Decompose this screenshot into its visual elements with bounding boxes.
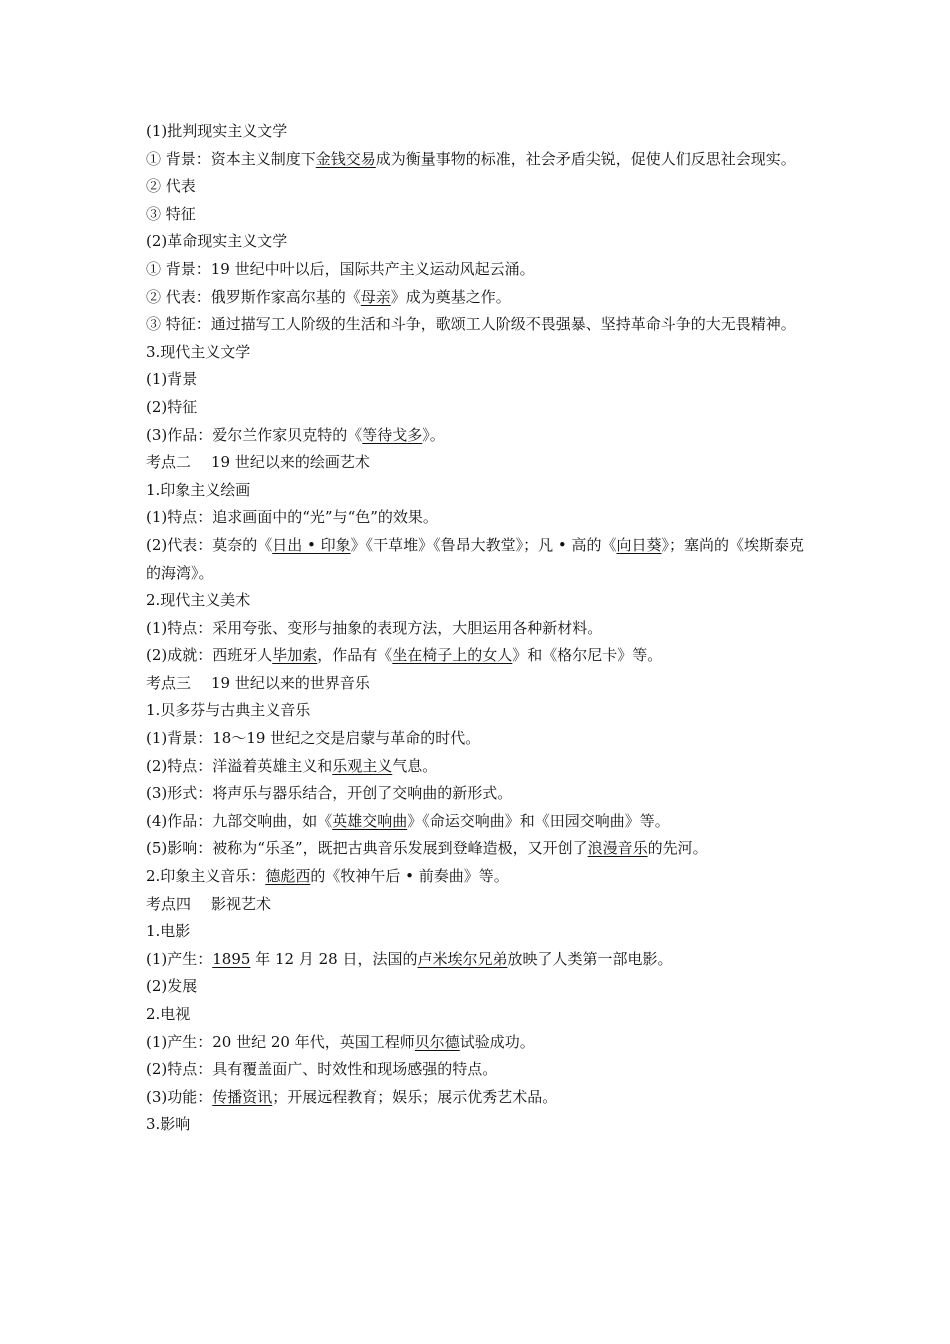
heading-beethoven: 1.贝多芬与古典主义音乐 — [146, 701, 311, 720]
underlined-term: 等待戈多 — [362, 425, 423, 444]
underlined-term: 浪漫音乐 — [587, 839, 648, 858]
paragraph-form: (3)形式：将声乐与器乐结合，开创了交响曲的新形式。 — [146, 784, 513, 803]
paragraph-achievement: (2)成就：西班牙人毕加索，作品有《坐在椅子上的女人》和《格尔尼卡》等。 — [146, 646, 663, 665]
item-background: (1)背景 — [146, 370, 198, 389]
underlined-term: 向日葵 — [616, 535, 662, 554]
document-body — [146, 118, 810, 1139]
paragraph-representative: ② 代表：俄罗斯作家高尔基的《母亲》成为奠基之作。 — [146, 287, 511, 306]
underlined-term: 1895 — [212, 949, 251, 968]
underlined-term: 英雄交响曲 — [332, 811, 408, 830]
paragraph-feature: ③ 特征：通过描写工人阶级的生活和斗争，歌颂工人阶级不畏强暴、坚持革命斗争的大无畏精神。 — [146, 315, 796, 334]
underlined-term: 坐在椅子上的女人 — [392, 646, 513, 665]
section-heading-painting: 考点二 19 世纪以来的绘画艺术 — [146, 453, 370, 472]
paragraph-works: (3)作品：爱尔兰作家贝克特的《等待戈多》。 — [146, 425, 445, 444]
paragraph-feature: (2)特点：具有覆盖面广、时效性和现场感强的特点。 — [146, 1060, 498, 1079]
paragraph-origin: (1)产生：1895 年 12 月 28 日，法国的卢米埃尔兄弟放映了人类第一部电影。 — [146, 949, 673, 968]
paragraph-impressionist-music: 2.印象主义音乐：德彪西的《牧神午后 • 前奏曲》等。 — [146, 867, 509, 886]
underlined-term: 金钱交易 — [315, 149, 376, 168]
heading-impressionist-painting: 1.印象主义绘画 — [146, 480, 251, 499]
paragraph-influence: (5)影响：被称为“乐圣”，既把古典音乐发展到登峰造极，又开创了浪漫音乐的先河。 — [146, 839, 708, 858]
paragraph-function: (3)功能：传播资讯；开展远程教育；娱乐；展示优秀艺术品。 — [146, 1087, 558, 1106]
underlined-term: 传播资讯 — [212, 1087, 273, 1106]
underlined-term: 贝尔德 — [414, 1032, 460, 1051]
section-heading-film-tv: 考点四 影视艺术 — [146, 894, 272, 913]
underlined-term: 卢米埃尔兄弟 — [417, 949, 508, 968]
heading-modernist-literature: 3.现代主义文学 — [146, 342, 251, 361]
underlined-term: 日出 • 印象 — [272, 535, 351, 554]
paragraph-background: (1)背景：18～19 世纪之交是启蒙与革命的时代。 — [146, 729, 481, 748]
heading-television: 2.电视 — [146, 1005, 191, 1023]
item-feature: ③ 特征 — [146, 204, 196, 223]
paragraph-background: ① 背景：19 世纪中叶以后，国际共产主义运动风起云涌。 — [146, 259, 535, 278]
underlined-term: 母亲 — [360, 287, 391, 306]
item-feature: (2)特征 — [146, 397, 198, 416]
item-representative: ② 代表 — [146, 177, 196, 196]
underlined-term: 乐观主义 — [332, 756, 393, 775]
heading-revolutionary-realism: (2)革命现实主义文学 — [146, 232, 288, 251]
paragraph-feature: (1)特点：追求画面中的“光”与“色”的效果。 — [146, 508, 438, 527]
item-development: (2)发展 — [146, 977, 198, 996]
heading-critical-realism: (1)批判现实主义文学 — [146, 122, 288, 140]
paragraph-representative: (2)代表：莫奈的《日出 • 印象》《干草堆》《鲁昂大教堂》；凡 • 高的《向日葵》；塞尚的《埃斯泰克的海湾》。 — [146, 535, 805, 582]
underlined-term: 毕加索 — [272, 646, 318, 665]
paragraph-feature: (1)特点：采用夸张、变形与抽象的表现方法，大胆运用各种新材料。 — [146, 618, 603, 637]
heading-modernist-art: 2.现代主义美术 — [146, 591, 251, 610]
paragraph-works: (4)作品：九部交响曲，如《英雄交响曲》《命运交响曲》和《田园交响曲》等。 — [146, 811, 670, 830]
paragraph-feature: (2)特点：洋溢着英雄主义和乐观主义气息。 — [146, 756, 438, 775]
paragraph-background: ① 背景：资本主义制度下金钱交易成为衡量事物的标准，社会矛盾尖锐，促使人们反思社会现实。 — [146, 149, 796, 168]
section-heading-music: 考点三 19 世纪以来的世界音乐 — [146, 673, 370, 692]
heading-film: 1.电影 — [146, 922, 191, 941]
paragraph-origin: (1)产生：20 世纪 20 年代，英国工程师贝尔德试验成功。 — [146, 1032, 535, 1051]
underlined-term: 德彪西 — [265, 867, 311, 886]
heading-influence: 3.影响 — [146, 1115, 191, 1134]
